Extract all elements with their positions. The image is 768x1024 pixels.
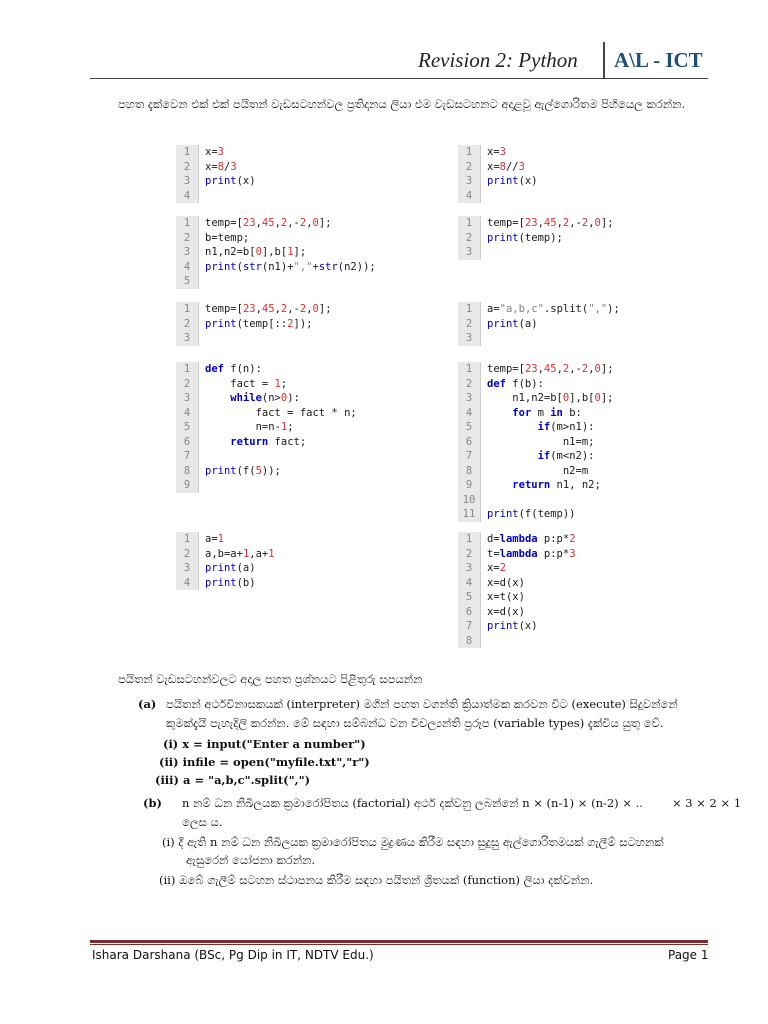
code-line [458, 362, 648, 377]
code-line [176, 406, 398, 421]
code-line [458, 507, 648, 522]
code-line [458, 331, 654, 346]
code-line [458, 532, 604, 547]
code-text: b=temp; [205, 231, 250, 244]
line-number: 3 [176, 331, 199, 346]
question-b-ii: (ii) ඔබේ ගැලීම් සටහන ස්ථාපනය කිරීම සඳහා පයිතන් ශ්‍රිතයක් (function) ලියා දක්වන්න. [159, 873, 594, 887]
line-number: 1 [458, 362, 481, 377]
code-block [458, 302, 654, 346]
code-block [458, 362, 648, 522]
code-text: print(a) [487, 317, 538, 330]
code-text: n1,n2=b[0],b[0]; [487, 392, 614, 404]
code-text: return n1, n2; [512, 479, 601, 491]
line-number: 1 [458, 216, 481, 231]
line-number: 6 [176, 435, 199, 450]
line-number: 5 [458, 420, 481, 435]
line-number: 8 [176, 464, 199, 479]
question-a-label: (a) [138, 697, 157, 711]
line-number: 1 [458, 532, 481, 547]
code-text: print(a) [205, 562, 256, 574]
line-number: 5 [458, 590, 481, 605]
code-line [458, 231, 698, 246]
line-number: 6 [458, 605, 481, 620]
code-text: for m in b: [512, 406, 582, 419]
code-text: x=t(x) [487, 591, 525, 603]
code-line [176, 145, 280, 160]
code-text: x=8//3 [487, 160, 525, 173]
code-line [176, 576, 304, 591]
code-text: x=2 [487, 562, 506, 574]
code-line [458, 561, 604, 576]
code-text: x=d(x) [487, 605, 525, 618]
code-line [458, 302, 654, 317]
code-line [176, 317, 366, 332]
line-number: 11 [458, 507, 481, 522]
line-number: 3 [176, 391, 199, 406]
code-text: print(b) [205, 576, 256, 589]
code-line [176, 260, 414, 275]
code-text [199, 449, 205, 464]
code-line [458, 547, 604, 562]
line-number: 3 [458, 561, 481, 576]
code-line [458, 317, 654, 332]
code-line [458, 377, 648, 392]
code-text: temp=[23,45,2,-2,0]; [205, 303, 332, 315]
code-text [481, 493, 487, 508]
code-line [458, 435, 648, 450]
line-number: 1 [176, 145, 199, 160]
line-number: 7 [458, 449, 481, 464]
code-text: n2=m [487, 464, 589, 477]
code-text: n1,n2=b[0],b[1]; [205, 246, 307, 258]
code-text: temp=[23,45,2,-2,0]; [205, 217, 332, 229]
line-number: 7 [458, 619, 481, 634]
code-block [176, 302, 366, 346]
line-number: 2 [458, 231, 481, 246]
code-line [458, 478, 648, 493]
document-title: Revision 2: Python [418, 48, 578, 72]
code-line [176, 435, 398, 450]
code-line [458, 391, 648, 406]
line-number: 6 [458, 435, 481, 450]
code-text: a=1 [205, 533, 224, 545]
line-number: 2 [458, 160, 481, 175]
code-text [199, 274, 205, 289]
line-number: 1 [458, 145, 481, 160]
code-text: print(f(temp)) [487, 508, 576, 520]
code-text [481, 245, 487, 260]
code-text: print(temp[::2]); [205, 317, 313, 330]
line-number: 2 [176, 160, 199, 175]
line-number: 2 [176, 377, 199, 392]
line-number: 9 [176, 478, 199, 493]
code-line [458, 216, 698, 231]
code-text: print(str(n1)+","+str(n2)); [205, 260, 376, 273]
code-line [458, 634, 604, 649]
code-line [458, 576, 604, 591]
line-number: 9 [458, 478, 481, 493]
code-line [176, 331, 366, 346]
code-line [176, 547, 304, 562]
code-line [458, 493, 648, 508]
code-text: fact = fact * n; [205, 406, 357, 419]
code-text [481, 331, 487, 346]
code-text: x=8/3 [205, 160, 237, 173]
code-line [176, 302, 366, 317]
intro-instructions: පහත දැක්වෙන එක් එක් පයිතන් වැඩසටහන්වල ප්‍රතිදානය ලියා එම වැඩසටහනට අදාළවූ ඇල්ගොරිතම පිහියෙල කරන්න. [118, 97, 686, 111]
code-text: x=3 [487, 146, 506, 158]
line-number: 4 [176, 189, 199, 204]
code-text: print(x) [487, 620, 538, 632]
code-line [176, 449, 398, 464]
code-text: if(m>n1): [537, 421, 595, 433]
code-block [458, 532, 604, 648]
line-number: 2 [176, 231, 199, 246]
code-text [199, 331, 205, 346]
code-text: d=lambda p:p*2 [487, 533, 576, 545]
line-number: 4 [176, 406, 199, 421]
line-number: 8 [458, 634, 481, 649]
code-line [176, 420, 398, 435]
line-number: 4 [458, 189, 481, 204]
code-text: fact = 1; [205, 377, 288, 390]
code-text [199, 478, 205, 493]
line-number: 4 [176, 576, 199, 591]
code-line [176, 561, 304, 576]
code-line [176, 478, 398, 493]
code-block [458, 216, 698, 260]
code-text: def f(b): [487, 377, 544, 390]
code-text: while(n>0): [230, 392, 300, 404]
line-number: 1 [176, 302, 199, 317]
line-number: 3 [176, 245, 199, 260]
line-number: 3 [458, 245, 481, 260]
line-number: 1 [176, 362, 199, 377]
code-line [458, 189, 562, 204]
code-block [176, 145, 280, 203]
code-line [176, 532, 304, 547]
line-number: 2 [458, 317, 481, 332]
line-number: 2 [176, 317, 199, 332]
code-text: t=lambda p:p*3 [487, 547, 576, 560]
line-number: 2 [176, 547, 199, 562]
code-block [176, 216, 414, 289]
code-line [458, 174, 562, 189]
code-line [458, 406, 648, 421]
subject-badge: A\L - ICT [614, 48, 703, 72]
code-line [176, 174, 280, 189]
line-number: 4 [176, 260, 199, 275]
question-b-label: (b) [143, 796, 162, 810]
code-line [458, 245, 698, 260]
code-line [458, 420, 648, 435]
code-text: n=n-1; [205, 421, 294, 433]
footer-rule [90, 940, 708, 943]
line-number: 3 [176, 174, 199, 189]
code-line [176, 464, 398, 479]
code-block [458, 145, 562, 203]
code-line [176, 274, 414, 289]
code-text: return fact; [230, 435, 307, 448]
code-text: n1=m; [487, 435, 595, 448]
line-number: 10 [458, 493, 481, 508]
line-number: 4 [458, 576, 481, 591]
code-line [176, 216, 414, 231]
code-text [481, 634, 487, 649]
line-number: 8 [458, 464, 481, 479]
code-text [199, 189, 205, 204]
code-text: x=3 [205, 146, 224, 158]
question-a-ii: (ii) infile = open("myfile.txt","r") [159, 755, 370, 769]
code-text: def f(n): [205, 363, 262, 375]
code-line [176, 391, 398, 406]
code-text: temp=[23,45,2,-2,0]; [487, 217, 614, 229]
code-text: print(f(5)); [205, 464, 281, 477]
question-b-text: n නම් ධන නිඛිලයක ක්‍රමාරෝපිතය (factorial) අර්ථ දක්වනු ලබන්නේ n × (n-1) × (n-2) × .. [182, 796, 643, 810]
line-number: 3 [458, 391, 481, 406]
code-text: print(temp); [487, 231, 563, 244]
code-block [176, 532, 304, 590]
code-line [458, 590, 604, 605]
line-number: 1 [176, 216, 199, 231]
code-text: if(m<n2): [537, 450, 595, 462]
code-text: x=d(x) [487, 576, 525, 589]
code-line [458, 464, 648, 479]
code-text: a="a,b,c".split(","); [487, 303, 620, 315]
question-b-i: (i) දී ඇති n නම් ධන නිඛිලයක ක්‍රමාරෝපිතය මුද්‍රණය කිරීම සඳහා සුදුසු ඇල්ගොරිතමයක් ගැලීම් සටහනක් [162, 835, 664, 849]
question-a-text: කුමක්දැයි පැහැදිලි කරන්න. මේ සඳහා සම්බන්ධ වන විචල්‍යන්ති ප්‍රරූප (variable types) දැක්විය යුතු වේ. [166, 716, 664, 730]
question-b-i: ඇසුරෙන් යෝජනා කරන්න. [186, 853, 316, 867]
line-number: 1 [458, 302, 481, 317]
code-block [176, 362, 398, 493]
question-a-iii: (iii) a = "a,b,c".split(",") [155, 773, 311, 787]
code-line [176, 231, 414, 246]
code-line [458, 605, 604, 620]
page-number: Page 1 [668, 948, 709, 962]
line-number: 2 [458, 377, 481, 392]
line-number: 3 [458, 174, 481, 189]
code-line [176, 362, 398, 377]
header-rule [90, 78, 708, 79]
line-number: 4 [458, 406, 481, 421]
code-line [176, 245, 414, 260]
code-line [458, 160, 562, 175]
code-line [176, 160, 280, 175]
line-number: 2 [458, 547, 481, 562]
header-divider [603, 42, 605, 78]
line-number: 3 [458, 331, 481, 346]
footer-author: Ishara Darshana (BSc, Pg Dip in IT, NDTV Edu.) [92, 948, 374, 962]
code-line [458, 145, 562, 160]
code-text: temp=[23,45,2,-2,0]; [487, 363, 614, 375]
code-line [458, 449, 648, 464]
question-a-i: (i) x = input("Enter a number") [163, 737, 366, 751]
footer-rule [90, 944, 708, 945]
line-number: 7 [176, 449, 199, 464]
question-a-text: පයිතන් අර්ථවිනාසකයක් (interpreter) මගින් පහත වගන්ති ක්‍රියාත්මක කරවන විට (execute) සිදුවන්නේ [166, 697, 678, 711]
code-line [458, 619, 604, 634]
line-number: 5 [176, 420, 199, 435]
line-number: 5 [176, 274, 199, 289]
code-text: print(x) [487, 175, 538, 187]
code-text [481, 189, 487, 204]
question-b-text: ලෙස ය. [182, 815, 223, 829]
code-text: a,b=a+1,a+1 [205, 547, 275, 560]
line-number: 1 [176, 532, 199, 547]
code-line [176, 189, 280, 204]
question-b-text-tail: × 3 × 2 × 1 [672, 796, 742, 810]
code-text: print(x) [205, 175, 256, 187]
questions-heading: පයිතන් වැඩසටහන්වලට අදාල පහත ප්‍රශ්නයට පිළිතුරු සපයන්න [118, 672, 423, 686]
code-line [176, 377, 398, 392]
line-number: 3 [176, 561, 199, 576]
